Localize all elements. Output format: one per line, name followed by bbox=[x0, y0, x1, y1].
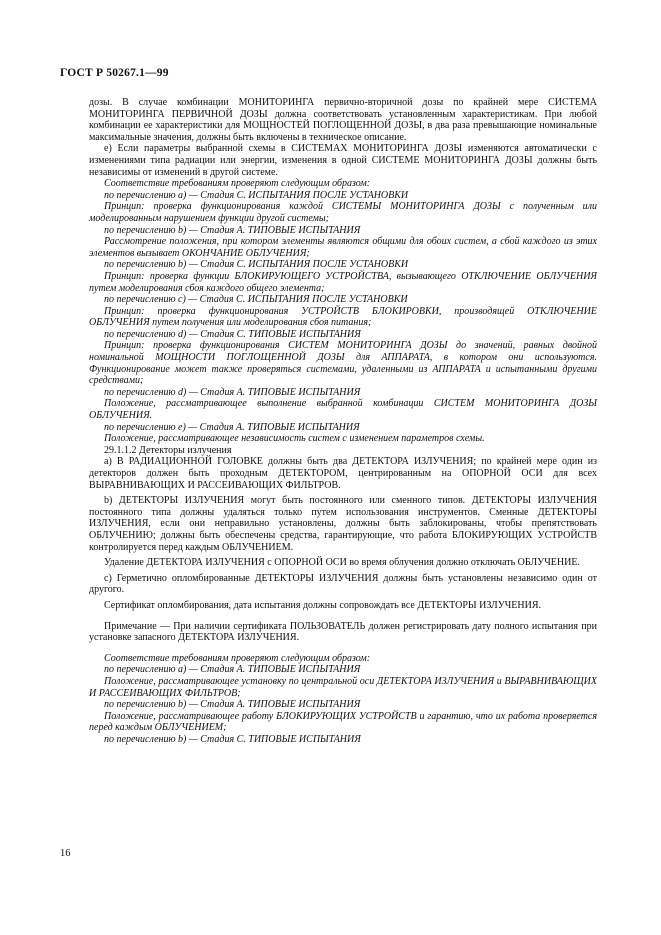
section-heading: 29.1.1.2 Детекторы излучения bbox=[104, 444, 232, 456]
paragraph: Сертификат опломбирования, дата испытания должны сопровождать все ДЕТЕКТОРЫ ИЗЛУЧЕНИЯ. bbox=[104, 599, 542, 611]
compliance-heading: Соответствие требованиям проверяют следующим образом: bbox=[104, 652, 371, 664]
test-principle: Рассмотрение положения, при котором элементы являются общими для обоих систем, а сбой каждого из этих элементов вызывает ОКОНЧАНИЕ ОБЛУЧЕНИЯ; bbox=[89, 236, 597, 259]
test-reference: по перечислению d) — Стадия А. ТИПОВЫЕ ИСПЫТАНИЯ bbox=[104, 386, 361, 398]
test-reference: по перечислению b) — Стадия С. ИСПЫТАНИЯ ПОСЛЕ УСТАНОВКИ bbox=[104, 259, 409, 271]
note: Примечание — При наличии сертификата ПОЛЬЗОВАТЕЛЬ должен регистрировать дату полного испытания при установке запасного ДЕТЕКТОРА ИЗЛУЧЕНИЯ. bbox=[89, 620, 597, 644]
test-reference: по перечислению d) — Стадия С. ТИПОВЫЕ ИСПЫТАНИЯ bbox=[104, 328, 361, 340]
document-body bbox=[89, 97, 597, 745]
paragraph: е) Если параметры выбранной схемы в СИСТЕМАХ МОНИТОРИНГА ДОЗЫ изменяются автоматически с изменениями типа радиации или энергии, изменения в одной СИСТЕМЕ МОНИТОРИНГА ДОЗЫ должны быть независимы от изменений в другой системе. bbox=[89, 143, 597, 178]
page-number: 16 bbox=[60, 848, 71, 859]
test-principle: Положение, рассматривающее выполнение выбранной комбинации СИСТЕМ МОНИТОРИНГА ДОЗЫ ОБЛУЧЕНИЯ. bbox=[89, 398, 597, 422]
paragraph: Удаление ДЕТЕКТОРА ИЗЛУЧЕНИЯ с ОПОРНОЙ ОСИ во время облучения должно отключать ОБЛУЧЕНИЕ. bbox=[104, 557, 580, 569]
paragraph: дозы. В случае комбинации МОНИТОРИНГА первично-вторичной дозы по крайней мере СИСТЕМА МОНИТОРИНГА ПЕРВИЧНОЙ ДОЗЫ должна соответствовать установленным характеристикам. При любой комбинации ее характеристики для МОЩНОСТЕЙ ПОГЛОЩЕННОЙ ДОЗЫ, в два раза превышающие номинальные максимальные значения, должны быть включены в техническое описание. bbox=[89, 97, 597, 143]
test-reference: по перечислению с) — Стадия С. ИСПЫТАНИЯ ПОСЛЕ УСТАНОВКИ bbox=[104, 294, 408, 306]
test-reference: по перечислению b) — Стадия А. ТИПОВЫЕ ИСПЫТАНИЯ bbox=[104, 224, 361, 236]
test-principle: Принцип: проверка функционирования каждой СИСТЕМЫ МОНИТОРИНГА ДОЗЫ с полученным или моделированным нарушением функции другой системы; bbox=[89, 201, 597, 224]
paragraph: а) В РАДИАЦИОННОЙ ГОЛОВКЕ должны быть два ДЕТЕКТОРА ИЗЛУЧЕНИЯ; по крайней мере один из детекторов должен быть проходным ДЕТЕКТОРОМ, центрированным на ОПОРНОЙ ОСИ для всех ВЫРАВНИВАЮЩИХ И РАССЕИВАЮЩИХ ФИЛЬТРОВ. bbox=[89, 456, 597, 491]
document-header: ГОСТ Р 50267.1—99 bbox=[60, 67, 169, 79]
test-reference: по перечислению b) — Стадия А. ТИПОВЫЕ ИСПЫТАНИЯ bbox=[104, 699, 361, 711]
test-reference: по перечислению е) — Стадия А. ТИПОВЫЕ ИСПЫТАНИЯ bbox=[104, 421, 360, 433]
test-principle: Принцип: проверка функционирования СИСТЕМ МОНИТОРИНГА ДОЗЫ до значений, равных двойной номинальной МОЩНОСТИ ПОГЛОЩЕННОЙ ДОЗЫ для АППАРАТА, в котором они используются. Функционирование может также проверяться системами, удаленными из АППАРАТА и испытанными другими средствами; bbox=[89, 340, 597, 387]
paragraph: b) ДЕТЕКТОРЫ ИЗЛУЧЕНИЯ могут быть постоянного или сменного типов. ДЕТЕКТОРЫ ИЗЛУЧЕНИЯ постоянного типа должны удаляться только путем использования инструментов. Сменные ДЕТЕКТОРЫ ИЗЛУЧЕНИЯ, если они неправильно установлены, должны быть заблокированы, чтобы препятствовать ОБЛУЧЕНИЮ; должны быть обеспечены средства, гарантирующие, что работа БЛОКИРУЮЩИХ УСТРОЙСТВ контролируется перед каждым ОБЛУЧЕНИЕМ. bbox=[89, 495, 597, 553]
test-reference: по перечислению а) — Стадия А. ТИПОВЫЕ ИСПЫТАНИЯ bbox=[104, 664, 361, 676]
test-reference: по перечислению а) — Стадия С. ИСПЫТАНИЯ ПОСЛЕ УСТАНОВКИ bbox=[104, 189, 409, 201]
test-principle: Принцип: проверка функции БЛОКИРУЮЩЕГО УСТРОЙСТВА, вызывающего ОТКЛЮЧЕНИЕ ОБЛУЧЕНИЯ путем моделирования сбоя каждого общего элемента; bbox=[89, 270, 597, 294]
test-principle: Положение, рассматривающее установку по центральной оси ДЕТЕКТОРА ИЗЛУЧЕНИЯ и ВЫРАВНИВАЮЩИХ И РАССЕИВАЮЩИХ ФИЛЬТРОВ; bbox=[89, 675, 597, 699]
test-principle: Положение, рассматривающее работу БЛОКИРУЮЩИХ УСТРОЙСТВ и гарантию, что их работа проверяется перед каждым ОБЛУЧЕНИЕМ; bbox=[89, 710, 597, 734]
compliance-heading: Соответствие требованиям проверяют следующим образом: bbox=[104, 178, 371, 190]
test-principle: Положение, рассматривающее независимость систем с изменением параметров схемы. bbox=[104, 433, 485, 445]
test-reference: по перечислению b) — Стадия С. ТИПОВЫЕ ИСПЫТАНИЯ bbox=[104, 733, 361, 745]
paragraph: с) Герметично опломбированные ДЕТЕКТОРЫ ИЗЛУЧЕНИЯ должны быть установлены независимо один от другого. bbox=[89, 572, 597, 596]
test-principle: Принцип: проверка функционирования УСТРОЙСТВ БЛОКИРОВКИ, производящей ОТКЛЮЧЕНИЕ ОБЛУЧЕНИЯ путем получения или моделирования сбоя питания; bbox=[89, 305, 597, 329]
